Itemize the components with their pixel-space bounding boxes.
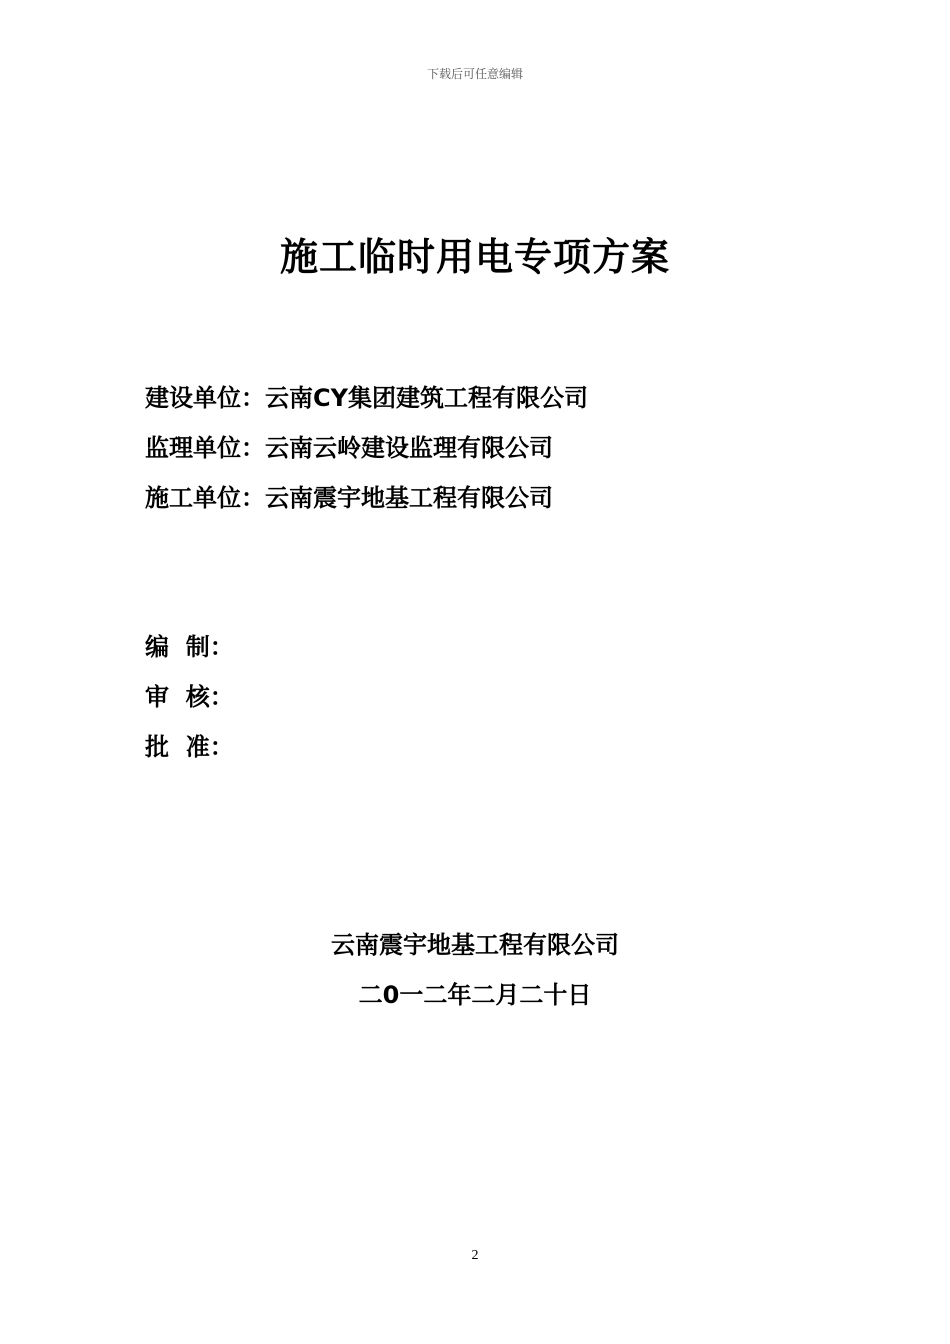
construction-unit-label: 建设单位： [145, 384, 265, 412]
contractor-unit-label: 施工单位： [145, 484, 265, 512]
reviewed-by-label: 审 核： [145, 683, 234, 711]
signoff-list [145, 627, 545, 777]
contractor-unit-value: 云南震宇地基工程有限公司 [265, 484, 553, 512]
document-title: 施工临时用电专项方案 [279, 235, 670, 279]
approved-by-label: 批 准： [145, 733, 234, 761]
footer-block [0, 925, 950, 1025]
unit-list [145, 378, 865, 528]
page-number: 2 [471, 1248, 479, 1263]
page-header-note: 下载后可任意编辑 [426, 67, 523, 81]
construction-unit-row [145, 378, 865, 428]
contractor-unit-row [145, 478, 865, 528]
footer-date: 二0一二年二月二十日 [358, 981, 592, 1009]
supervision-unit-label: 监理单位： [145, 434, 265, 462]
supervision-unit-value: 云南云岭建设监理有限公司 [265, 434, 553, 462]
footer-company: 云南震宇地基工程有限公司 [331, 931, 619, 959]
supervision-unit-row [145, 428, 865, 478]
prepared-by-label: 编 制： [145, 633, 234, 661]
construction-unit-value: 云南CY集团建筑工程有限公司 [265, 384, 588, 412]
